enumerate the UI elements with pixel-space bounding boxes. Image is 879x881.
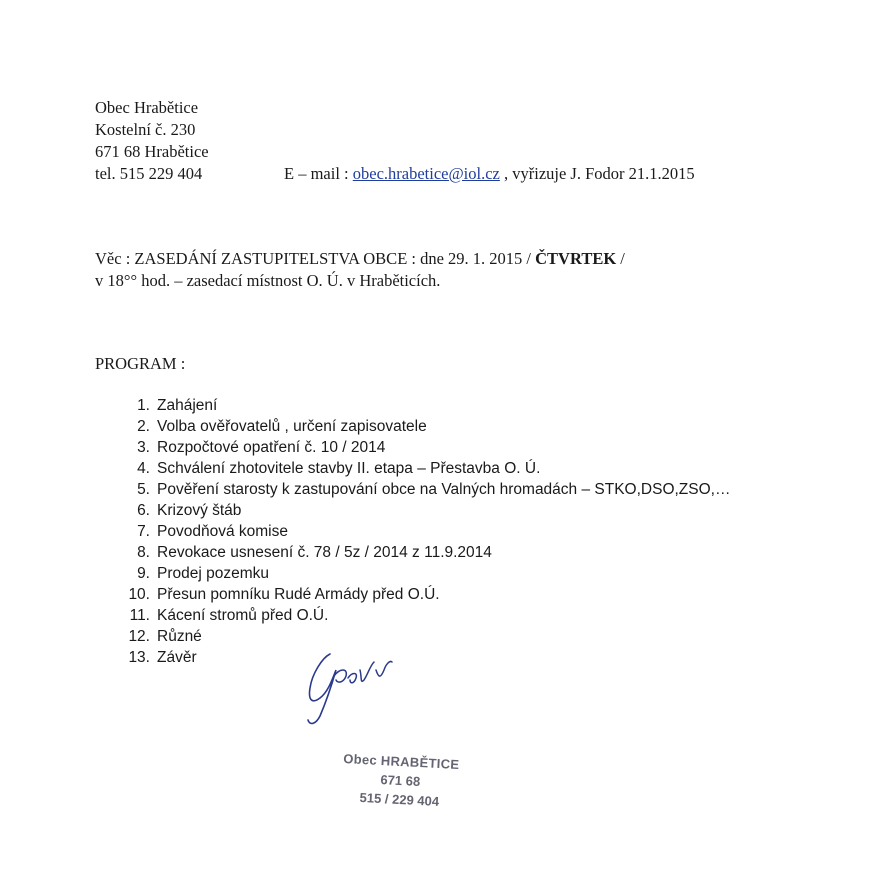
email-label: E – mail :	[284, 164, 353, 183]
program-item-number: 13.	[128, 649, 150, 666]
program-item-number: 2.	[137, 418, 150, 435]
program-item-number: 7.	[137, 523, 150, 540]
contact-handler-date: , vyřizuje J. Fodor 21.1.2015	[499, 164, 695, 183]
program-item	[117, 395, 730, 416]
program-item-number: 8.	[137, 544, 150, 561]
program-item	[117, 521, 730, 542]
program-item-text: Zahájení	[157, 397, 218, 414]
program-item-text: Krizový štáb	[157, 502, 242, 519]
program-item	[117, 605, 730, 626]
program-item	[117, 584, 730, 605]
program-item	[117, 458, 730, 479]
program-item-number: 12.	[128, 628, 150, 645]
subject-prefix: Věc : ZASEDÁNÍ ZASTUPITELSTVA OBCE : dne 29. 1. 2015 /	[95, 249, 536, 268]
program-item-text: Revokace usnesení č. 78 / 5z / 2014 z 11.9.2014	[157, 544, 492, 561]
program-item-number: 6.	[137, 502, 150, 519]
program-item-text: Povodňová komise	[157, 523, 288, 540]
stamp-phone: 515 / 229 404	[359, 789, 440, 810]
program-item-number: 5.	[137, 481, 150, 498]
stamp-name: Obec HRABĚTICE	[342, 751, 460, 773]
subject-line-2: v 18°° hod. – zasedací místnost O. Ú. v Hraběticích.	[95, 271, 441, 290]
program-item	[117, 437, 730, 458]
sender-city: 671 68 Hrabětice	[95, 142, 209, 161]
program-item-text: Závěr	[157, 649, 197, 666]
sender-street: Kostelní č. 230	[95, 120, 196, 139]
program-item-text: Kácení stromů před O.Ú.	[157, 607, 329, 624]
subject-line-1	[95, 248, 625, 269]
email-link[interactable]: obec.hrabetice@iol.cz	[352, 164, 500, 183]
program-item	[117, 479, 730, 500]
sender-phone: tel. 515 229 404	[95, 164, 203, 183]
program-item	[117, 416, 730, 437]
subject-day: ČTVRTEK	[535, 249, 617, 268]
program-item-text: Volba ověřovatelů , určení zapisovatele	[157, 418, 427, 435]
program-item-number: 10.	[128, 586, 150, 603]
program-heading: PROGRAM :	[95, 354, 186, 373]
program-item-text: Prodej pozemku	[157, 565, 270, 582]
program-item-number: 4.	[137, 460, 150, 477]
program-item-text: Různé	[157, 628, 202, 645]
program-item	[117, 647, 730, 668]
program-item-number: 9.	[137, 565, 150, 582]
program-item	[117, 626, 730, 647]
contact-line	[284, 163, 695, 184]
subject-day-suffix: /	[616, 249, 625, 268]
program-item-number: 3.	[137, 439, 150, 456]
program-item-number: 11.	[129, 607, 150, 624]
program-item-text: Pověření starosty k zastupování obce na Valných hromadách – STKO,DSO,ZSO,…	[157, 481, 731, 498]
stamp-zip: 671 68	[380, 771, 421, 790]
signature	[292, 640, 412, 730]
official-stamp	[318, 748, 481, 826]
sender-name: Obec Hrabětice	[95, 98, 199, 117]
program-item	[117, 563, 730, 584]
program-item-text: Schválení zhotovitele stavby II. etapa – Přestavba O. Ú.	[157, 460, 541, 477]
program-item-text: Rozpočtové opatření č. 10 / 2014	[157, 439, 386, 456]
program-item-text: Přesun pomníku Rudé Armády před O.Ú.	[157, 586, 440, 603]
program-item	[117, 500, 730, 521]
program-item-number: 1.	[137, 397, 150, 414]
program-item	[117, 542, 730, 563]
program-list	[117, 395, 730, 668]
